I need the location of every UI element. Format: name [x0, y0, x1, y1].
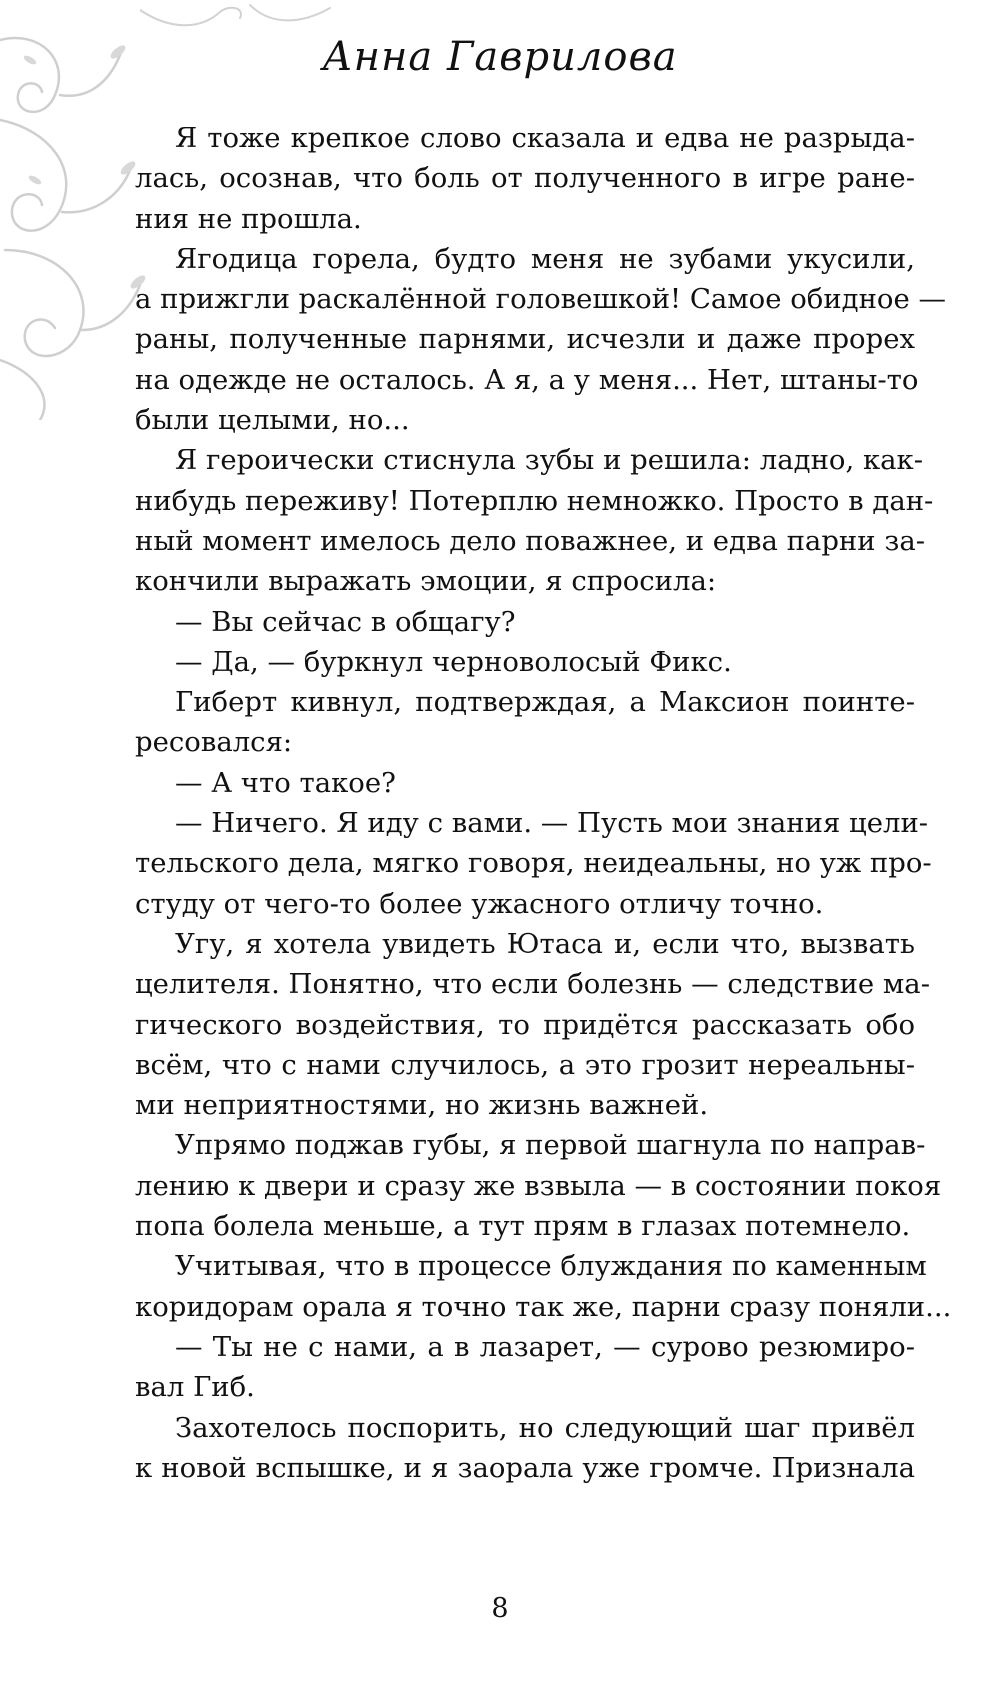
text-line: ресовался:	[135, 726, 293, 759]
text-line: Я тоже крепкое слово сказала и едва не разрыда-	[175, 122, 915, 154]
text-line: всём, что с нами случилось, а это грозит нереальны-	[135, 1048, 915, 1081]
text-line: лась, осознав, что боль от полученного в игре ране-	[135, 162, 915, 195]
page-number: 8	[491, 1593, 509, 1624]
text-line: ми неприятностями, но жизнь важней.	[135, 1089, 709, 1122]
text-line: — Ничего. Я иду с вами. — Пусть мои знания цели-	[175, 807, 929, 840]
text-line: ный момент имелось дело поважнее, и едва парни за-	[135, 524, 926, 557]
text-line: на одежде не осталось. А я, а у меня... Нет, штаны-то	[135, 363, 919, 396]
text-line: а прижгли раскалённой головешкой! Самое обидное —	[135, 283, 947, 316]
text-line: раны, полученные парнями, исчезли и даже прорех	[135, 323, 915, 356]
text-line: нибудь переживу! Потерплю немножко. Просто в дан-	[135, 484, 934, 517]
text-line: — Вы сейчас в общагу?	[175, 605, 516, 638]
text-line: лению к двери и сразу же взвыла — в состоянии покоя	[135, 1169, 942, 1202]
text-line: Я героически стиснула зубы и решила: ладно, как-	[175, 444, 924, 477]
text-line: Ягодица горела, будто меня не зубами укусили,	[175, 242, 915, 275]
body-text	[135, 118, 952, 1488]
text-line: кончили выражать эмоции, я спросила:	[135, 565, 717, 598]
text-line: — А что такое?	[175, 766, 396, 799]
text-line: коридорам орала я точно так же, парни сразу поняли...	[135, 1290, 952, 1323]
text-line: к новой вспышке, и я заорала уже громче. Признала	[135, 1451, 915, 1484]
text-line: попа болела меньше, а тут прям в глазах потемнело.	[135, 1210, 911, 1243]
text-line: целителя. Понятно, что если болезнь — следствие ма-	[135, 968, 930, 1001]
text-line: Гиберт кивнул, подтверждая, а Максион поинте-	[175, 686, 915, 719]
text-line: тельского дела, мягко говоря, неидеальны, но уж про-	[135, 847, 932, 880]
text-line: Угу, я хотела увидеть Ютаса и, если что, вызвать	[175, 927, 915, 960]
text-line: студу от чего-то более ужасного отличу точно.	[135, 887, 824, 920]
text-line: Учитывая, что в процессе блуждания по каменным	[175, 1250, 927, 1283]
text-line: Упрямо поджав губы, я первой шагнула по направ-	[175, 1129, 926, 1162]
text-line: были целыми, но...	[135, 404, 410, 437]
running-head-author: Анна Гаврилова	[322, 34, 678, 80]
text-line: Захотелось поспорить, но следующий шаг привёл	[175, 1411, 915, 1444]
text-line: ния не прошла.	[135, 202, 362, 235]
text-line: вал Гиб.	[135, 1371, 255, 1404]
text-line: — Ты не с нами, а в лазарет, — сурово резюмиро-	[175, 1330, 915, 1363]
text-line: — Да, — буркнул черноволосый Фикс.	[175, 645, 732, 678]
text-line: гического воздействия, то придётся рассказать обо	[135, 1008, 915, 1041]
